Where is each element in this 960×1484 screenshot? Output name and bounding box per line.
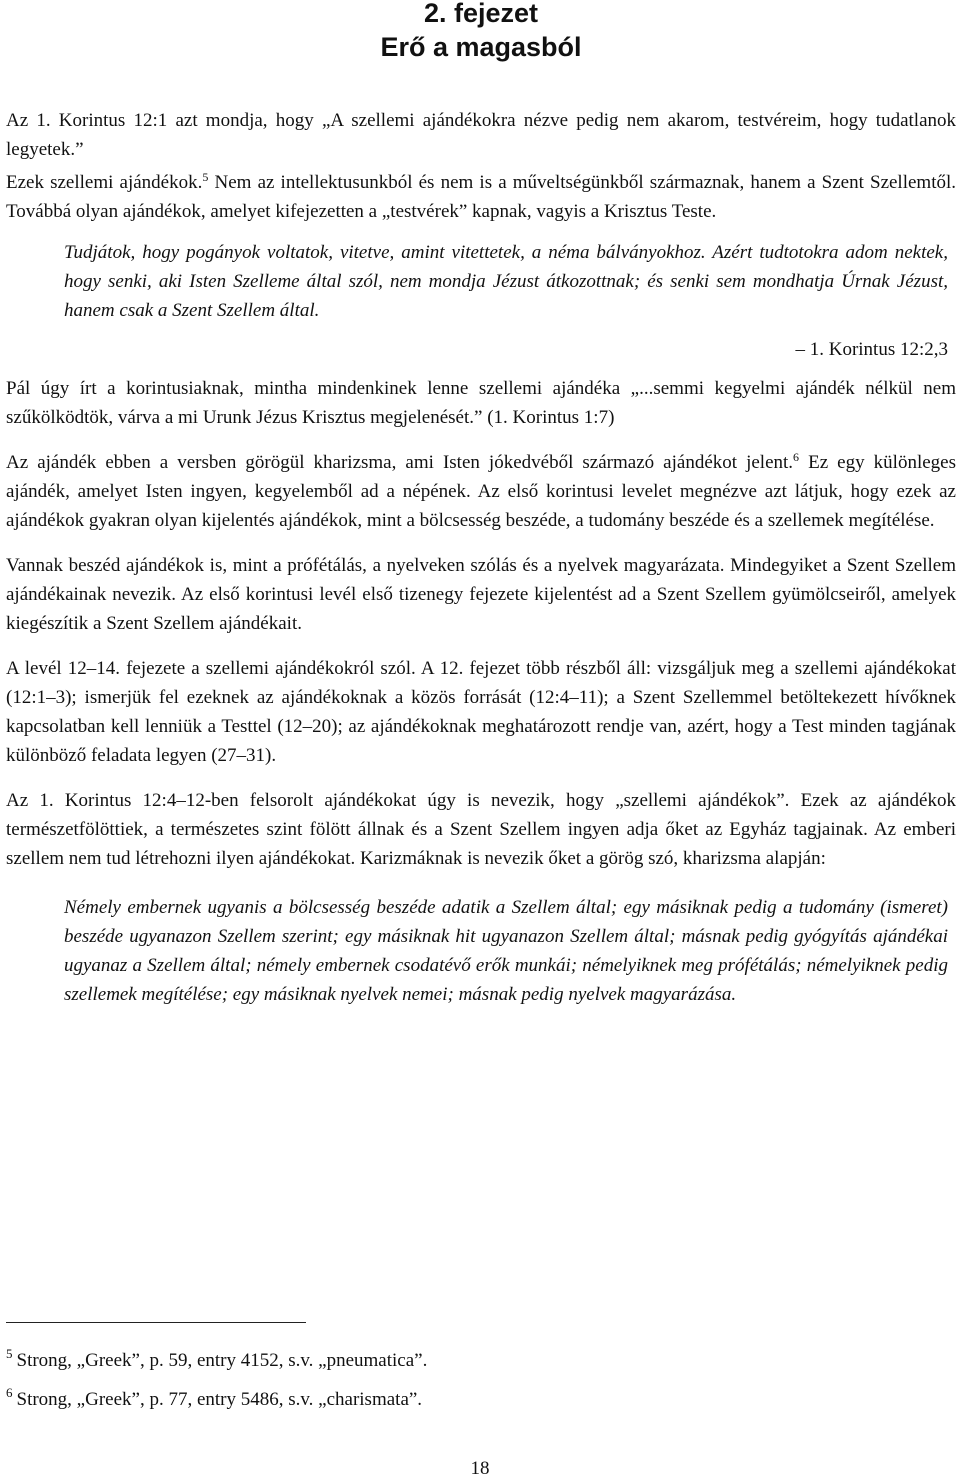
paragraph-1: Az 1. Korintus 12:1 azt mondja, hogy „A szellemi ajándékokra nézve pedig nem akarom, testvéreim, hogy tudatlanok legyetek.” <box>6 110 956 160</box>
footnote-ref-6[interactable]: 6 <box>793 450 800 464</box>
block-quote-2: Némely embernek ugyanis a bölcsesség beszéde adatik a Szellem által; egy másiknak pedig a tudomány (ismeret) beszéde ugyanazon Szellem szerint; egy másiknak hit ugyanazon Szellem által; másnak pedig gyógyítás ajándékai ugyanaz a Szellem által; némely embernek csodatévő erők munkái; némelyiknek meg prófétálás; némelyiknek pedig szellemek megítélése; egy másiknak nyelvek nemei; másnak pedig nyelvek magyarázása. <box>64 897 948 1005</box>
footnote-text: Strong, „Greek”, p. 77, entry 5486, s.v. „charismata”. <box>16 1389 423 1410</box>
footnote-ref-5[interactable]: 5 <box>202 170 209 184</box>
paragraph-4-rest: Ez egy különleges ajándék, amelyet Isten ingyen, kegyelemből ad a népének. Az első korintusi levelet megnézve azt látjuk, hogy ezek az ajándékok gyakran olyan kijelentés ajándékok, mint a bölcsesség beszéde, a tudomány beszéde és a szellemek megítélése. <box>6 452 956 531</box>
paragraph-4-start: Az ajándék ebben a versben görögül kharizsma, ami Isten jókedvéből származó ajándékot jelent. <box>6 452 794 473</box>
footnote-mark: 6 <box>6 1385 13 1400</box>
page-number: 18 <box>470 1458 490 1479</box>
chapter-title: Erő a magasból <box>380 32 582 62</box>
paragraph-7: Az 1. Korintus 12:4–12-ben felsorolt ajándékokat úgy is nevezik, hogy „szellemi ajándékok”. Ezek az ajándékok természetfölöttiek, a természetes szint fölött állnak és a Szent Szellem ingyen adja őket az Egyház tagjainak. Az emberi szellem nem tud létrehozni ilyen ajándékokat. Karizmáknak is nevezik őket a görög szó, kharizsma alapján: <box>6 790 956 869</box>
footnotes <box>6 1346 946 1424</box>
footnote-mark: 5 <box>6 1346 13 1361</box>
paragraph-2-rest: Nem az intellektusunkból és nem is a műveltségünkből származnak, hanem a Szent Szellemtől. Továbbá olyan ajándékok, amelyet kifejezetten a „testvérek” kapnak, vagyis a Krisztus Teste. <box>6 172 957 222</box>
paragraph-4 <box>6 448 956 535</box>
paragraph-6: A levél 12–14. fejezete a szellemi ajándékokról szól. A 12. fejezet több részből áll: vizsgáljuk meg a szellemi ajándékokat (12:1–3); ismerjük fel ezeknek az ajándékoknak a közös forrását (12:4–11); a Szent Szellemmel betöltekezett hívőknek kapcsolatban kell lenniük a Testtel (12–20); az ajándékoknak meghatározott rendje van, azért, hogy a Test minden tagjának különböző feladata legyen (27–31). <box>6 658 956 766</box>
footnote-6 <box>6 1385 946 1414</box>
block-quote-1-reference: – 1. Korintus 12:2,3 <box>795 339 948 360</box>
block-quote-1: Tudjátok, hogy pogányok voltatok, vitetve, amint vitettetek, a néma bálványokhoz. Azért tudtotokra adom nektek, hogy senki, aki Isten Szelleme által szól, nem mondja Jézust átkozottnak; és senki sem mondhatja Úrnak Jézust, hanem csak a Szent Szellem által. <box>64 242 948 321</box>
paragraph-2-start: Ezek szellemi ajándékok. <box>6 172 203 193</box>
document-page <box>6 0 956 1009</box>
paragraph-3: Pál úgy írt a korintusiaknak, mintha mindenkinek lenne szellemi ajándéka „...semmi kegyelmi ajándék nélkül nem szűkölködtök, várva a mi Urunk Jézus Krisztus megjelenését.” (1. Korintus 1:7) <box>6 378 956 428</box>
footnote-text: Strong, „Greek”, p. 59, entry 4152, s.v. „pneumatica”. <box>16 1350 428 1371</box>
chapter-number: 2. fejezet <box>423 0 539 28</box>
footnote-divider <box>6 1322 306 1323</box>
footnote-5 <box>6 1346 946 1375</box>
paragraph-2 <box>6 168 956 226</box>
paragraph-5: Vannak beszéd ajándékok is, mint a prófétálás, a nyelveken szólás és a nyelvek magyarázata. Mindegyiket a Szent Szellem ajándékainak nevezik. Az első korintusi levél első tizenegy fejezete kijelentést ad a Szent Szellem gyümölcseiről, amelyek kiegészítik a Szent Szellem ajándékait. <box>6 555 956 634</box>
